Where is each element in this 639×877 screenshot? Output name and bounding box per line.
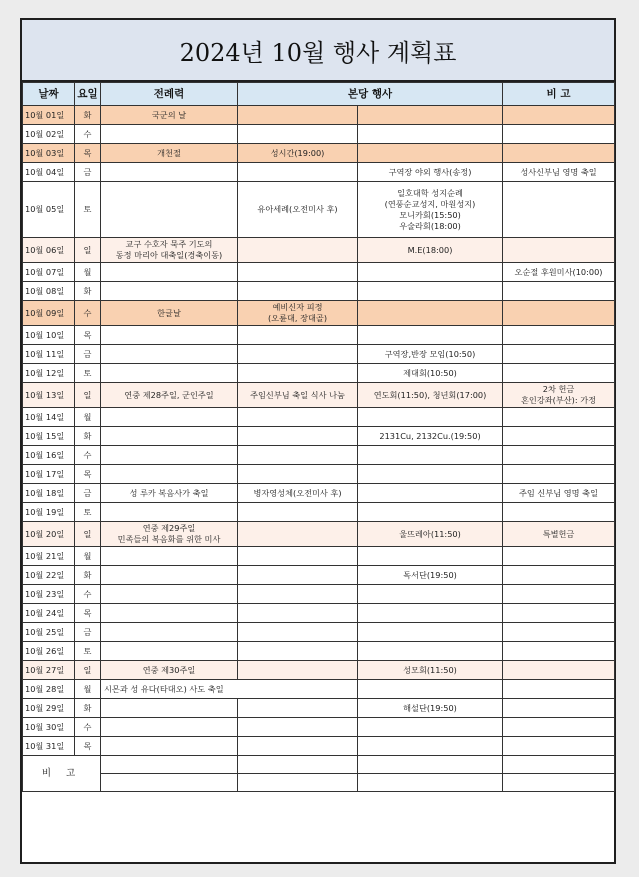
day-cell: 수: [75, 446, 101, 465]
footer-row: [23, 774, 615, 792]
liturgy-cell: [101, 345, 238, 364]
day-cell: 일: [75, 238, 101, 263]
event-cell: [238, 661, 358, 680]
remarks-cell: [503, 446, 615, 465]
liturgy-cell: [101, 364, 238, 383]
remarks-cell: [503, 680, 615, 699]
event-cell: [358, 585, 503, 604]
liturgy-cell: [101, 503, 238, 522]
day-cell: 화: [75, 106, 101, 125]
liturgy-cell: 시몬과 성 유다(타대오) 사도 축일: [101, 680, 358, 699]
remarks-cell: [503, 465, 615, 484]
remarks-cell: 주임 신부님 영명 축일: [503, 484, 615, 503]
date-cell: 10월 17일: [23, 465, 75, 484]
date-cell: 10월 30일: [23, 718, 75, 737]
date-cell: 10월 04일: [23, 163, 75, 182]
footer-cell: [238, 756, 358, 774]
event-cell: [238, 604, 358, 623]
remarks-cell: [503, 326, 615, 345]
table-row: [23, 282, 615, 301]
footer-cell: [101, 756, 238, 774]
day-cell: 월: [75, 547, 101, 566]
event-cell: [238, 326, 358, 345]
remarks-cell: [503, 503, 615, 522]
page-title: 2024년 10월 행사 계획표: [22, 20, 614, 82]
event-cell: [238, 427, 358, 446]
event-cell: 주임신부님 축일 식사 나눔: [238, 383, 358, 408]
header-remarks: 비 고: [503, 83, 615, 106]
event-cell: [238, 522, 358, 547]
date-cell: 10월 03일: [23, 144, 75, 163]
date-cell: 10월 20일: [23, 522, 75, 547]
event-cell: [358, 326, 503, 345]
header-events: 본당 행사: [238, 83, 503, 106]
date-cell: 10월 19일: [23, 503, 75, 522]
event-cell: [238, 566, 358, 585]
liturgy-cell: [101, 263, 238, 282]
event-cell: [358, 547, 503, 566]
day-cell: 금: [75, 623, 101, 642]
event-cell: [358, 144, 503, 163]
date-cell: 10월 31일: [23, 737, 75, 756]
remarks-cell: [503, 585, 615, 604]
liturgy-cell: [101, 699, 238, 718]
event-cell: 일호대학 성지순례 (연풍순교성지, 마원성지) 모니카회(15:50) 우술라회(18:00): [358, 182, 503, 238]
date-cell: 10월 12일: [23, 364, 75, 383]
table-row: [23, 604, 615, 623]
day-cell: 수: [75, 718, 101, 737]
day-cell: 일: [75, 383, 101, 408]
remarks-cell: [503, 364, 615, 383]
liturgy-cell: [101, 737, 238, 756]
table-row: [23, 238, 615, 263]
liturgy-cell: [101, 125, 238, 144]
date-cell: 10월 01일: [23, 106, 75, 125]
remarks-cell: [503, 106, 615, 125]
date-cell: 10월 28일: [23, 680, 75, 699]
event-cell: M.E(18:00): [358, 238, 503, 263]
table-row: [23, 661, 615, 680]
day-cell: 화: [75, 566, 101, 585]
footer-cell: [358, 756, 503, 774]
event-cell: [358, 465, 503, 484]
date-cell: 10월 09일: [23, 301, 75, 326]
liturgy-cell: 교구 수호자 묵주 기도의 동정 마리아 대축일(경축이동): [101, 238, 238, 263]
event-cell: 예비신자 피정 (오륜대, 장대골): [238, 301, 358, 326]
table-row: [23, 345, 615, 364]
date-cell: 10월 07일: [23, 263, 75, 282]
table-row: [23, 163, 615, 182]
date-cell: 10월 02일: [23, 125, 75, 144]
liturgy-cell: 성 루카 복음사가 축일: [101, 484, 238, 503]
liturgy-cell: [101, 718, 238, 737]
day-cell: 토: [75, 642, 101, 661]
event-cell: [358, 446, 503, 465]
day-cell: 금: [75, 484, 101, 503]
event-cell: 유아세례(오전미사 후): [238, 182, 358, 238]
event-cell: 병자영성체(오전미사 후): [238, 484, 358, 503]
event-cell: [238, 737, 358, 756]
day-cell: 화: [75, 427, 101, 446]
remarks-cell: [503, 547, 615, 566]
event-cell: [358, 125, 503, 144]
table-row: [23, 680, 615, 699]
day-cell: 일: [75, 522, 101, 547]
event-cell: [238, 106, 358, 125]
remarks-cell: [503, 182, 615, 238]
date-cell: 10월 29일: [23, 699, 75, 718]
date-cell: 10월 22일: [23, 566, 75, 585]
table-row: [23, 522, 615, 547]
date-cell: 10월 10일: [23, 326, 75, 345]
table-row: [23, 718, 615, 737]
day-cell: 목: [75, 465, 101, 484]
date-cell: 10월 26일: [23, 642, 75, 661]
day-cell: 금: [75, 163, 101, 182]
liturgy-cell: [101, 427, 238, 446]
event-cell: [358, 282, 503, 301]
table-row: [23, 484, 615, 503]
event-cell: [358, 642, 503, 661]
table-row: [23, 699, 615, 718]
remarks-cell: 성사신부님 영명 축일: [503, 163, 615, 182]
event-cell: [238, 503, 358, 522]
day-cell: 목: [75, 144, 101, 163]
liturgy-cell: [101, 282, 238, 301]
date-cell: 10월 18일: [23, 484, 75, 503]
liturgy-cell: 국군의 날: [101, 106, 238, 125]
event-cell: [358, 263, 503, 282]
footer-row: [23, 756, 615, 774]
table-row: [23, 642, 615, 661]
liturgy-cell: 연중 제28주일, 군인주일: [101, 383, 238, 408]
liturgy-cell: [101, 465, 238, 484]
date-cell: 10월 05일: [23, 182, 75, 238]
remarks-cell: 특별헌금: [503, 522, 615, 547]
event-cell: [358, 680, 503, 699]
table-row: [23, 737, 615, 756]
day-cell: 금: [75, 345, 101, 364]
remarks-cell: [503, 144, 615, 163]
table-row: [23, 125, 615, 144]
event-cell: 해설단(19:50): [358, 699, 503, 718]
date-cell: 10월 25일: [23, 623, 75, 642]
day-cell: 목: [75, 737, 101, 756]
liturgy-cell: [101, 566, 238, 585]
table-row: [23, 408, 615, 427]
event-cell: [238, 263, 358, 282]
schedule-sheet: [20, 18, 616, 864]
table-row: [23, 182, 615, 238]
table-row: [23, 623, 615, 642]
event-cell: 구역장 야외 행사(송정): [358, 163, 503, 182]
event-cell: [358, 718, 503, 737]
day-cell: 목: [75, 604, 101, 623]
remarks-cell: [503, 125, 615, 144]
day-cell: 월: [75, 680, 101, 699]
day-cell: 일: [75, 661, 101, 680]
table-row: [23, 106, 615, 125]
event-cell: [358, 623, 503, 642]
event-cell: [238, 446, 358, 465]
liturgy-cell: [101, 408, 238, 427]
event-cell: [238, 585, 358, 604]
table-row: [23, 301, 615, 326]
remarks-cell: [503, 623, 615, 642]
event-cell: [358, 106, 503, 125]
date-cell: 10월 21일: [23, 547, 75, 566]
remarks-cell: [503, 238, 615, 263]
remarks-cell: 2차 헌금 혼인강좌(부산): 가정: [503, 383, 615, 408]
header-date: 날짜: [23, 83, 75, 106]
footer-cell: [101, 774, 238, 792]
date-cell: 10월 13일: [23, 383, 75, 408]
remarks-cell: 오순절 후원미사(10:00): [503, 263, 615, 282]
table-row: [23, 566, 615, 585]
date-cell: 10월 23일: [23, 585, 75, 604]
header-day: 요일: [75, 83, 101, 106]
table-row: [23, 446, 615, 465]
event-cell: 2131Cu, 2132Cu.(19:50): [358, 427, 503, 446]
event-cell: 울뜨레아(11:50): [358, 522, 503, 547]
event-cell: [238, 547, 358, 566]
event-cell: 독서단(19:50): [358, 566, 503, 585]
event-cell: [238, 642, 358, 661]
liturgy-cell: [101, 446, 238, 465]
event-cell: [238, 408, 358, 427]
day-cell: 월: [75, 263, 101, 282]
event-cell: [238, 282, 358, 301]
event-cell: [358, 737, 503, 756]
table-row: [23, 465, 615, 484]
event-cell: [238, 623, 358, 642]
remarks-cell: [503, 642, 615, 661]
remarks-cell: [503, 718, 615, 737]
liturgy-cell: 한글날: [101, 301, 238, 326]
table-row: [23, 427, 615, 446]
date-cell: 10월 24일: [23, 604, 75, 623]
remarks-cell: [503, 408, 615, 427]
event-cell: [358, 408, 503, 427]
day-cell: 화: [75, 282, 101, 301]
table-row: [23, 326, 615, 345]
liturgy-cell: [101, 623, 238, 642]
footer-cell: [503, 774, 615, 792]
remarks-cell: [503, 737, 615, 756]
liturgy-cell: [101, 326, 238, 345]
remarks-cell: [503, 301, 615, 326]
day-cell: 목: [75, 326, 101, 345]
liturgy-cell: [101, 604, 238, 623]
event-cell: [358, 484, 503, 503]
liturgy-cell: [101, 585, 238, 604]
day-cell: 토: [75, 503, 101, 522]
date-cell: 10월 06일: [23, 238, 75, 263]
day-cell: 월: [75, 408, 101, 427]
event-cell: [238, 345, 358, 364]
event-cell: [238, 125, 358, 144]
remarks-cell: [503, 282, 615, 301]
header-row: [23, 83, 615, 106]
day-cell: 수: [75, 585, 101, 604]
liturgy-cell: 연중 제29주일 민족들의 복음화를 위한 미사: [101, 522, 238, 547]
event-cell: [238, 465, 358, 484]
liturgy-cell: [101, 547, 238, 566]
date-cell: 10월 08일: [23, 282, 75, 301]
footer-cell: [503, 756, 615, 774]
table-row: [23, 547, 615, 566]
event-cell: [358, 503, 503, 522]
event-cell: 구역장,반장 모임(10:50): [358, 345, 503, 364]
remarks-cell: [503, 604, 615, 623]
event-cell: [238, 718, 358, 737]
date-cell: 10월 27일: [23, 661, 75, 680]
remarks-cell: [503, 699, 615, 718]
footer-cell: [238, 774, 358, 792]
day-cell: 화: [75, 699, 101, 718]
header-liturgy: 전례력: [101, 83, 238, 106]
event-cell: 제대회(10:50): [358, 364, 503, 383]
day-cell: 토: [75, 364, 101, 383]
remarks-cell: [503, 661, 615, 680]
event-cell: [238, 364, 358, 383]
table-row: [23, 364, 615, 383]
table-row: [23, 144, 615, 163]
remarks-cell: [503, 427, 615, 446]
table-row: [23, 585, 615, 604]
remarks-cell: [503, 345, 615, 364]
liturgy-cell: 개천절: [101, 144, 238, 163]
table-row: [23, 383, 615, 408]
date-cell: 10월 11일: [23, 345, 75, 364]
liturgy-cell: 연중 제30주일: [101, 661, 238, 680]
event-cell: [238, 163, 358, 182]
event-cell: 연도회(11:50), 청년회(17:00): [358, 383, 503, 408]
liturgy-cell: [101, 182, 238, 238]
event-cell: [238, 699, 358, 718]
date-cell: 10월 16일: [23, 446, 75, 465]
date-cell: 10월 14일: [23, 408, 75, 427]
event-cell: 성모회(11:50): [358, 661, 503, 680]
event-cell: 성시간(19:00): [238, 144, 358, 163]
liturgy-cell: [101, 163, 238, 182]
table-row: [23, 503, 615, 522]
liturgy-cell: [101, 642, 238, 661]
schedule-table: [22, 82, 615, 792]
table-row: [23, 263, 615, 282]
event-cell: [358, 604, 503, 623]
event-cell: [238, 238, 358, 263]
date-cell: 10월 15일: [23, 427, 75, 446]
remarks-cell: [503, 566, 615, 585]
footer-cell: [358, 774, 503, 792]
day-cell: 수: [75, 125, 101, 144]
day-cell: 토: [75, 182, 101, 238]
footer-label: 비 고: [23, 756, 101, 792]
event-cell: [358, 301, 503, 326]
day-cell: 수: [75, 301, 101, 326]
